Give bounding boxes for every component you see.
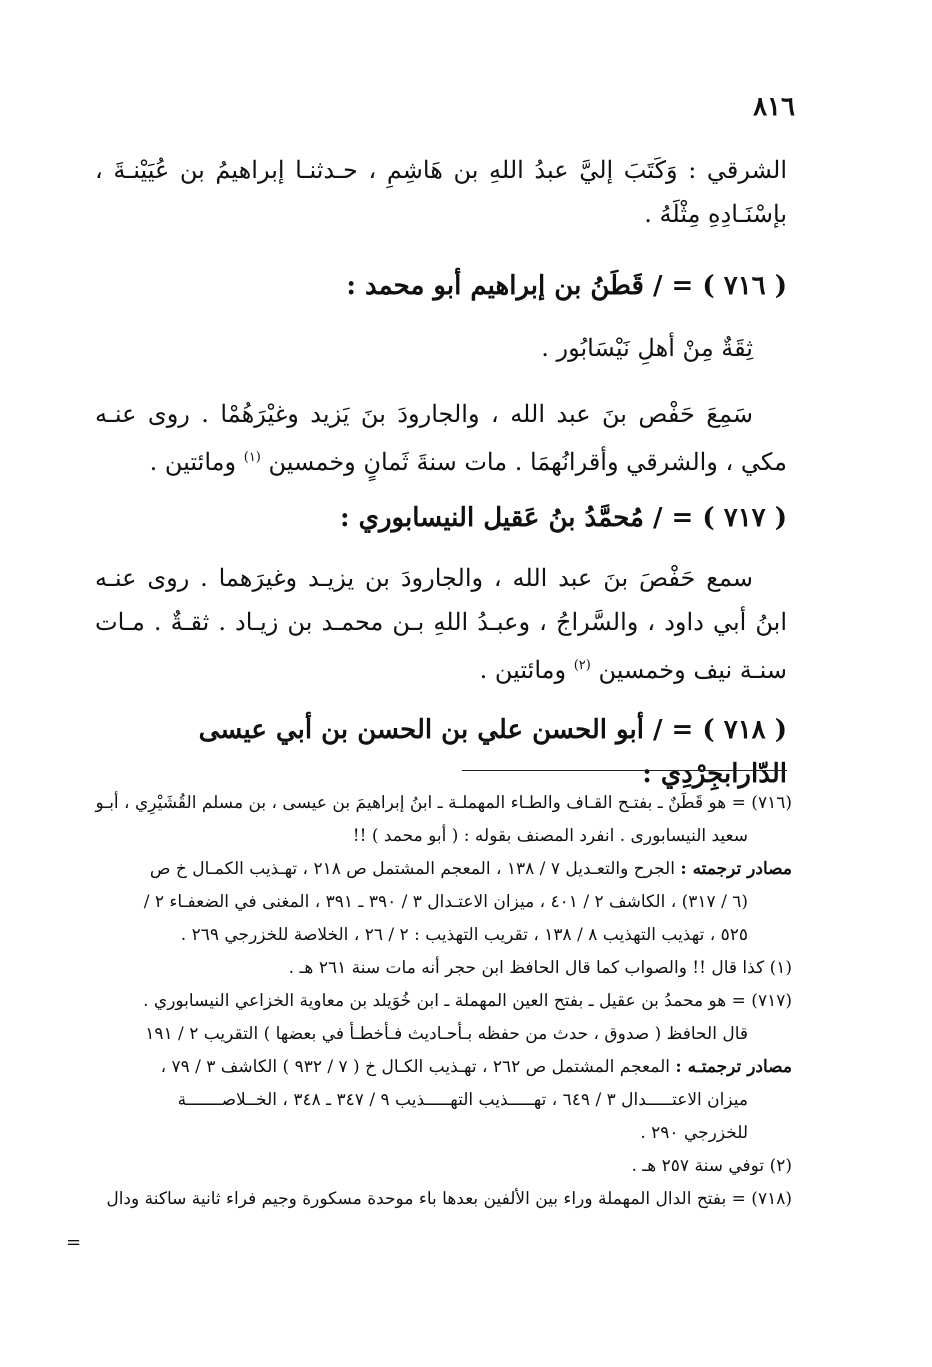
entry-heading-718: ( ٧١٨ ) = / أبو الحسن علي بن الحسن بن أبي عيسى الدّارابجِرْدِي : xyxy=(198,715,787,789)
footnote-718-line-1: (٧١٨) = بفتح الدال المهملة وراء بين الألفين بعدها باء موحدة مسكورة وجيم فراء ثانية ساكنة ودال xyxy=(106,1189,792,1209)
entry-716-text-2-main: سَمِعَ حَفْص بنَ عبد الله ، والجارودَ بنَ يَزيد وغيْرَهُمْا . روى عنـه مكي ، والشرقي وأقرانُهمَا . مات سنةَ ثَمانٍ وخمسين xyxy=(95,400,787,476)
footnote-716-sources xyxy=(95,854,792,885)
entry-716-text-2-end: ومائتين . xyxy=(149,448,237,476)
entry-717-text xyxy=(95,556,787,692)
entry-heading-716: ( ٧١٦ ) = / قَطَنُ بن إبراهيم أبو محمد : xyxy=(346,271,787,301)
footnote-ref-1: (١) xyxy=(243,450,261,465)
entry-717-text-end: ومائتين . xyxy=(479,656,567,684)
footnote-716-line-1: (٧١٦) = هو قَطَنٌ ـ بفتـح القـاف والطـاء المهملـة ـ ابنُ إبراهيمَ بن عيسى ، بن مسلم القُشَيْرِي ، أبـو xyxy=(95,793,792,813)
continuation-mark: = xyxy=(66,1232,82,1253)
footnotes-section xyxy=(95,788,792,1217)
entry-716-text-2 xyxy=(95,392,787,484)
sources-label: مصادر ترجمته : xyxy=(680,859,792,879)
footnote-717-line-2: قال الحافظ ( صدوق ، حدث من حفظه بـأحـاديث فـأخطـأ في بعضها ) التقريب ٢ / ١٩١ xyxy=(145,1024,748,1044)
footnote-716-line-5: ٥٢٥ ، تهذيب التهذيب ٨ / ١٣٨ ، تقريب التهذيب : ٢ / ٢٦ ، الخلاصة للخزرجي ٢٦٩ . xyxy=(180,925,748,945)
entry-717-text-main: سمع حَفْصَ بنَ عبد الله ، والجارودَ بن يزيـد وغيرَهما . روى عنـه ابنُ أبي داود ، والسَّراجُ ، وعبـدُ اللهِ بـن محمـد بن زيـاد . ثقـةٌ . مـات سنـة نيف وخمسين xyxy=(95,564,787,684)
sources-text: المعجم المشتمل ص ٢٦٢ ، تهـذيب الكـال خ ( ٧ / ٩٣٢ ) الكاشف ٣ / ٧٩ ، xyxy=(160,1057,670,1077)
footnote-2: (٢) توفي سنة ٢٥٧ هـ . xyxy=(631,1156,792,1176)
footnote-717-sources xyxy=(95,1052,792,1083)
footnote-ref-2: (٢) xyxy=(573,658,591,673)
footnote-717-line-5: للخزرجي ٢٩٠ . xyxy=(640,1123,748,1143)
footnote-717-line-1: (٧١٧) = هو محمدُ بن عقيل ـ بفتح العين المهملة ـ ابن خُوَيلد بن معاوية الخزاعي النيسابوري . xyxy=(143,991,792,1011)
sources-text: الجرح والتعـديل ٧ / ١٣٨ ، المعجم المشتمل ص ٢١٨ ، تهـذيب الكمـال خ ص xyxy=(149,859,675,879)
footnote-716-line-2: سعيد النيسابورى . انفرد المصنف بقوله : ( أبو محمد ) !! xyxy=(352,826,748,846)
footnote-717-line-4: ميزان الاعتـــــدال ٣ / ٦٤٩ ، تهـــــذيب التهـــــذيب ٩ / ٣٤٧ ـ ٣٤٨ ، الخــلاصـــــــة xyxy=(177,1090,748,1110)
paragraph-continuation: الشرقي : وَكَتَبَ إليَّ عبدُ اللهِ بن هَاشِمِ ، حـدثنـا إبراهيمُ بن عُيَيْنـةَ ، بإسْنَـادِهِ مِثْلَهُ . xyxy=(95,156,787,228)
footnote-divider xyxy=(462,770,787,771)
sources-label: مصادر ترجمتـه : xyxy=(675,1057,792,1077)
entry-heading-717: ( ٧١٧ ) = / مُحمَّدُ بنُ عَقيل النيسابوري : xyxy=(339,503,787,533)
footnote-1: (١) كذا قال !! والصواب كما قال الحافظ ابن حجر أنه مات سنة ٢٦١ هـ . xyxy=(288,958,792,978)
footnote-716-line-4: (٦ / ٣١٧) ، الكاشف ٢ / ٤٠١ ، ميزان الاعتـدال ٣ / ٣٩٠ ـ ٣٩١ ، المغنى في الضعفـاء ٢ / xyxy=(143,892,748,912)
page-number: ٨١٦ xyxy=(753,92,795,122)
entry-716-text-1: ثِقَةٌ مِنْ أهلِ نَيْسَابُور . xyxy=(541,334,753,362)
